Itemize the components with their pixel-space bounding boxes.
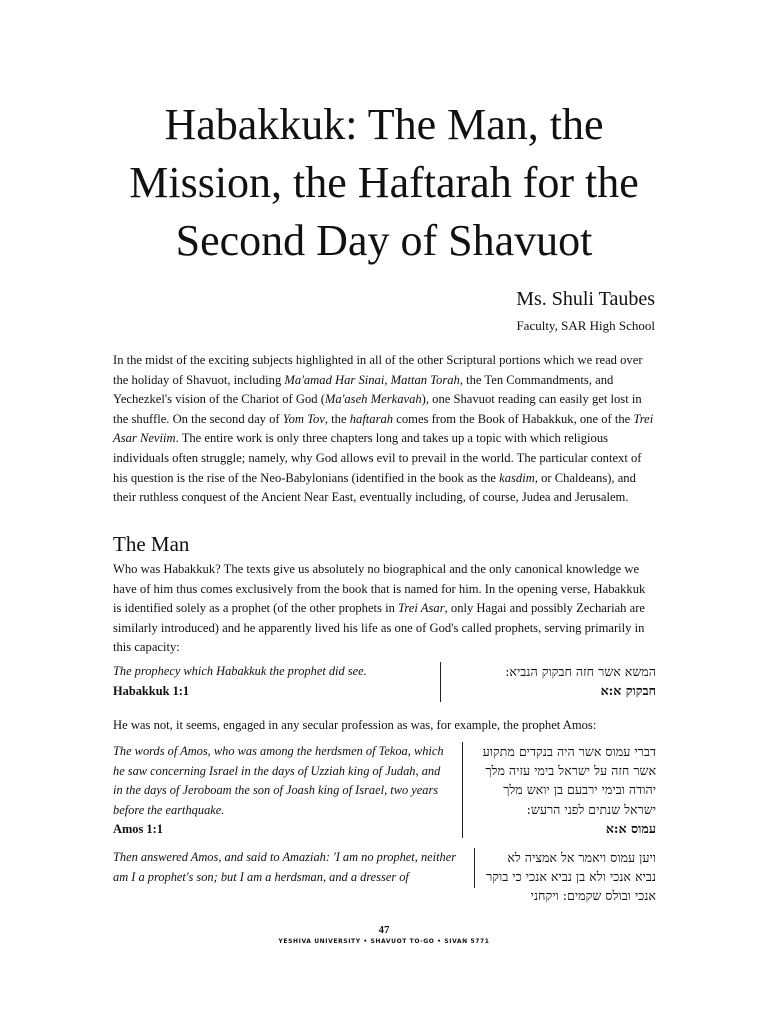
quote-english-text: The words of Amos, who was among the herdsmen of Tekoa, which he saw concerning Israel in the days of Uzziah king of Judah, and in the days of Jeroboam the son of Joash king of Israel, two years before the earthquake. bbox=[113, 744, 444, 817]
quote-english bbox=[113, 742, 453, 840]
quote-english-text: Then answered Amos, and said to Amaziah: 'I am no prophet, neither am I a prophet's son; but I am a herdsman, and a dresser of bbox=[113, 850, 457, 884]
amos-lead-paragraph: He was not, it seems, engaged in any secular profession as was, for example, the prophet Amos: bbox=[113, 718, 597, 732]
quote-divider bbox=[474, 848, 475, 888]
quote-english-text: The prophecy which Habakkuk the prophet did see. bbox=[113, 664, 367, 678]
intro-text: , the bbox=[324, 411, 350, 426]
intro-text: , or Chaldeans), and their ruthless conquest of the Ancient Near East, eventually including, of course, Judea and Jerusalem. bbox=[113, 470, 636, 505]
paragraph-term: Trei Asar bbox=[398, 601, 445, 616]
quote-english bbox=[113, 662, 433, 701]
the-man-paragraph bbox=[113, 560, 656, 658]
intro-text: ), one Shavuot reading can easily get lost in the shuffle. On the second day of bbox=[113, 392, 642, 426]
page-number: 47 bbox=[378, 924, 390, 936]
intro-text: comes from the Book of Habakkuk, one of the bbox=[393, 411, 634, 426]
intro-term: Ma'amad Har Sinai bbox=[284, 372, 385, 387]
quote-divider bbox=[462, 742, 463, 838]
source-quote-habakkuk bbox=[113, 662, 656, 702]
intro-term: kasdim bbox=[499, 470, 535, 485]
quote-hebrew bbox=[451, 662, 656, 700]
intro-text: . The entire work is only three chapters long and takes up a topic with which religious individuals often struggle; namely, why God allows evil to prevail in the world. The particular context of his question is the rise of the Neo-Babylonians (identified in the book as the bbox=[113, 431, 642, 485]
intro-paragraph bbox=[113, 351, 656, 508]
intro-term: Trei Asar Neviim bbox=[113, 411, 654, 446]
quote-english bbox=[113, 848, 469, 887]
intro-text: In the midst of the exciting subjects highlighted in all of the other Scriptural portions which we read over the holiday of Shavuot, including bbox=[113, 353, 643, 387]
source-quote-amos-1 bbox=[113, 742, 656, 838]
quote-hebrew-text: ויען עמוס ויאמר אל אמציה לא נביא אנכי ולא בן נביא אנכי כי בוקר אנכי ובולס שקמים: ויקחני bbox=[486, 850, 656, 904]
intro-text: , the Ten Commandments, and Yechezkel's vision of the Chariot of God ( bbox=[113, 372, 614, 407]
intro-term: Mattan Torah bbox=[390, 372, 460, 387]
quote-hebrew-text: המשא אשר חזה חבקוק הנביא: bbox=[505, 664, 656, 679]
intro-term: haftarah bbox=[349, 411, 394, 426]
quote-hebrew bbox=[484, 848, 656, 906]
intro-term: Yom Tov bbox=[282, 411, 325, 426]
quote-citation: Habakkuk 1:1 bbox=[113, 683, 190, 698]
intro-term: Ma'aseh Merkavah bbox=[324, 392, 422, 407]
quote-hebrew-citation: עמוס א:א bbox=[605, 820, 656, 836]
quote-hebrew-text: דברי עמוס אשר היה בנקדים מתקוע אשר חזה על ישראל בימי עזיה מלך יהודה ובימי ירבעם בן יואש מלך ישראל שנתים לפני הרעש: bbox=[482, 744, 656, 817]
paragraph-text: Who was Habakkuk? The texts give us absolutely no biographical and the only canonical knowledge we have of him thus comes exclusively from the book that is named for him. In the opening verse, Habakkuk is identified solely as a prophet (of the other prophets in bbox=[113, 562, 646, 616]
quote-hebrew-citation: חבקוק א:א bbox=[600, 683, 656, 699]
quote-citation: Amos 1:1 bbox=[113, 822, 163, 837]
quote-hebrew bbox=[471, 742, 656, 838]
section-heading-the-man: The Man bbox=[113, 532, 190, 556]
author-affiliation: Faculty, SAR High School bbox=[516, 318, 655, 333]
quote-divider bbox=[440, 662, 441, 702]
author-name: Ms. Shuli Taubes bbox=[516, 288, 655, 310]
paragraph-text: , only Hagai and possibly Zechariah are similarly introduced) and he apparently lived his life as one of God's called prophets, serving primarily in this capacity: bbox=[113, 601, 645, 655]
footer-publication-line: YESHIVA UNIVERSITY • SHAVUOT TO-GO • SIVAN 5771 bbox=[278, 938, 490, 945]
article-title: Habakkuk: The Man, the Mission, the Haftarah for the Second Day of Shavuot bbox=[129, 100, 639, 265]
source-quote-amos-7 bbox=[113, 848, 656, 904]
intro-text: , bbox=[384, 372, 391, 387]
